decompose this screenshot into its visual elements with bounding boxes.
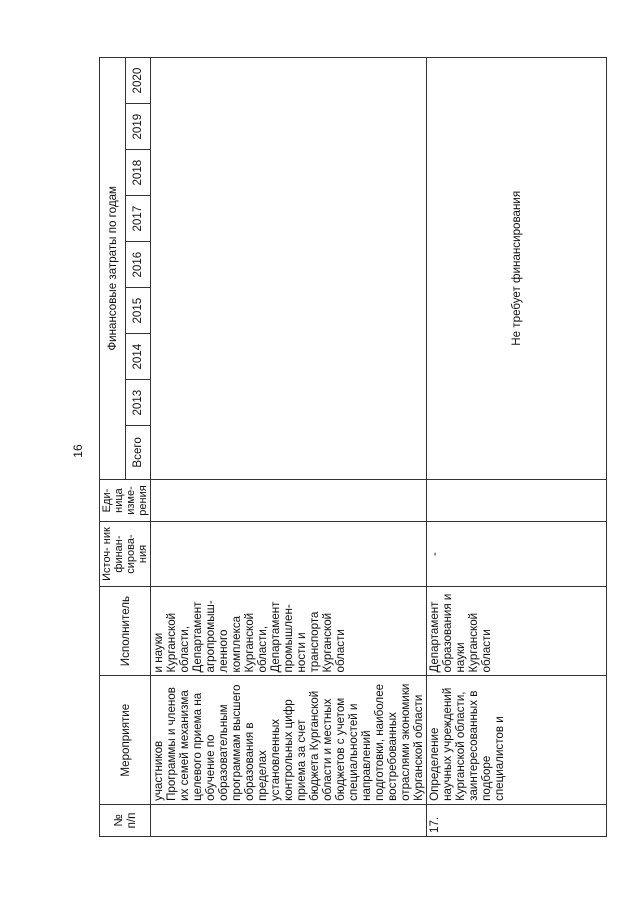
page-number: 16: [71, 444, 85, 458]
header-year: 2020: [125, 58, 151, 104]
row-unit: [151, 479, 427, 522]
header-year: 2019: [125, 104, 151, 150]
activities-table: [99, 57, 607, 837]
row-source: [151, 522, 427, 586]
row-financing-empty: [151, 58, 427, 480]
rotated-table-container: [99, 57, 639, 837]
table-row: [427, 58, 607, 837]
header-costs: Финансовые затраты по годам: [100, 58, 126, 480]
header-year: 2017: [125, 196, 151, 242]
header-num: № п/п: [100, 804, 151, 836]
row-executor: Департамент образования и науки Курганской области: [427, 586, 607, 676]
row-activity: участников Программы и членов их семей механизма целевого приема на обучение по образовательным программам высшего образования в пределах установленных контрольных цифр приема за счет бюджета Курганской области и местных бюджетов с учетом специальностей и направлений подготовки, наиболее востребованных отраслями экономики Курганской области: [151, 676, 427, 804]
row-unit: [427, 479, 607, 522]
header-activity: Мероприятие: [100, 676, 151, 804]
header-year: 2018: [125, 150, 151, 196]
row-num: [151, 804, 427, 836]
header-unit: Еди- ница изме- рения: [100, 479, 151, 522]
row-financing-note: Не требует финансирования: [427, 58, 607, 480]
row-source: -: [427, 522, 607, 586]
header-executor: Исполнитель: [100, 586, 151, 676]
header-year: 2015: [125, 288, 151, 334]
header-year: 2016: [125, 242, 151, 288]
header-year: 2014: [125, 334, 151, 380]
row-activity: Определение научных учреждений Курганской области, заинтересованных в подборе специалистов и: [427, 676, 607, 804]
header-total: Всего: [125, 426, 151, 480]
header-source: Источ- ник финан- сирова- ния: [100, 522, 151, 586]
header-row-1: [100, 58, 126, 837]
table-row: [151, 58, 427, 837]
row-num: 17.: [427, 804, 607, 836]
header-year: 2013: [125, 380, 151, 426]
row-executor: и науки Курганской области, Департамент агропромыш- ленного комплекса Курганской области, Департамент промышлен- ности и транспорта Курганской области: [151, 586, 427, 676]
